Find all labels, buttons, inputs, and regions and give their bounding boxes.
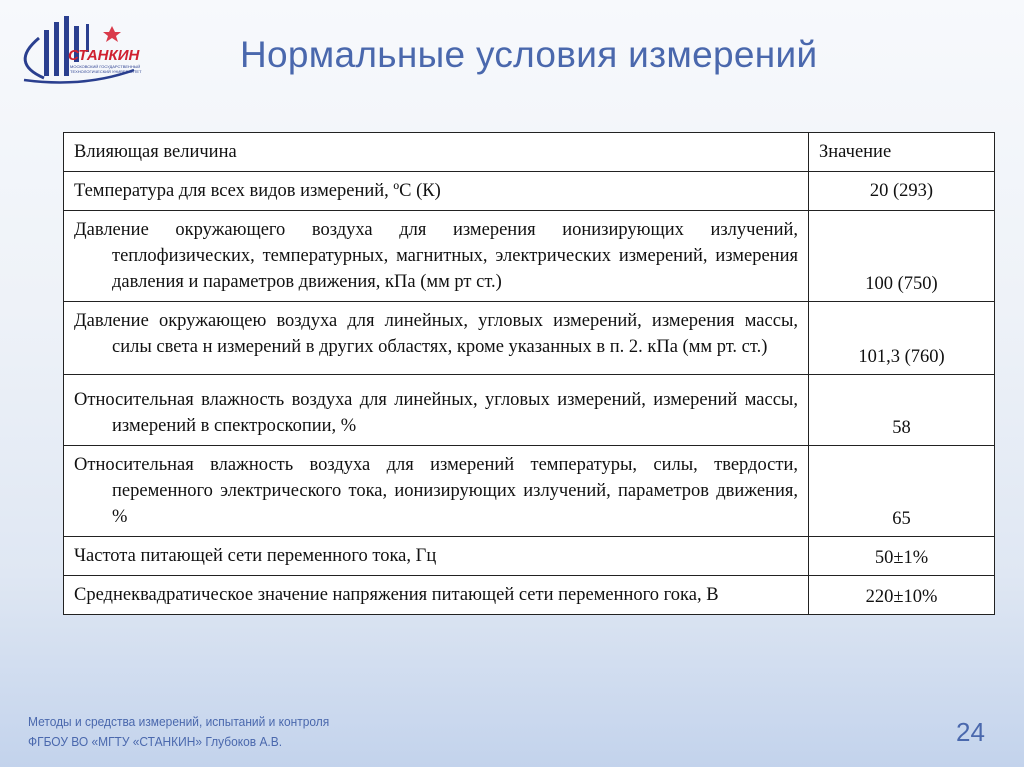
footer-course: Методы и средства измерений, испытаний и контроля bbox=[28, 714, 330, 729]
svg-text:ТЕХНОЛОГИЧЕСКИЙ УНИВЕРСИТЕТ: ТЕХНОЛОГИЧЕСКИЙ УНИВЕРСИТЕТ bbox=[70, 69, 142, 74]
header-factor: Влияющая величина bbox=[64, 133, 809, 172]
row-value: 65 bbox=[809, 446, 995, 537]
conditions-table bbox=[63, 132, 995, 615]
row-value: 20 (293) bbox=[809, 172, 995, 211]
row-value: 101,3 (760) bbox=[809, 302, 995, 375]
table-row bbox=[64, 172, 995, 211]
row-value: 58 bbox=[809, 375, 995, 446]
row-name: Частота питающей сети переменного тока, Гц bbox=[64, 537, 809, 576]
row-value: 50±1% bbox=[809, 537, 995, 576]
header-value: Значение bbox=[809, 133, 995, 172]
footer-author: ФГБОУ ВО «МГТУ «СТАНКИН» Глубоков А.В. bbox=[28, 734, 283, 749]
table-row bbox=[64, 375, 995, 446]
table-header-row bbox=[64, 133, 995, 172]
table-row bbox=[64, 537, 995, 576]
row-name: Давление окружающего воздуха для измерения ионизирующих излучений, теплофизических, температурных, магнитных, электрических измерений, измерения давления и параметров движения, кПа (мм рт ст.) bbox=[64, 211, 809, 302]
row-value: 220±10% bbox=[809, 576, 995, 615]
row-name: Давление окружающею воздуха для линейных, угловых измерений, измерения массы, силы света н измерений в других областях, кроме указанных в п. 2. кПа (мм рт. ст.) bbox=[64, 302, 809, 375]
row-name: Относительная влажность воздуха для линейных, угловых измерений, измерений массы, измерений в спектроскопии, % bbox=[64, 375, 809, 446]
svg-text:СТАНКИН: СТАНКИН bbox=[68, 47, 140, 64]
row-name: Относительная влажность воздуха для измерений температуры, силы, твердости, переменного электрического тока, ионизирующих излучений, параметров движения, % bbox=[64, 446, 809, 537]
row-name: Температура для всех видов измерений, ºС (К) bbox=[64, 172, 809, 211]
stankin-logo bbox=[14, 8, 154, 88]
row-name: Среднеквадратическое значение напряжения питающей сети переменного гока, В bbox=[64, 576, 809, 615]
svg-text:МОСКОВСКИЙ ГОСУДАРСТВЕННЫЙ: МОСКОВСКИЙ ГОСУДАРСТВЕННЫЙ bbox=[70, 64, 141, 69]
table-row bbox=[64, 446, 995, 537]
footer bbox=[28, 712, 329, 752]
row-value: 100 (750) bbox=[809, 211, 995, 302]
table-row bbox=[64, 211, 995, 302]
table-row bbox=[64, 302, 995, 375]
table-row bbox=[64, 576, 995, 615]
page-number: 24 bbox=[956, 717, 985, 747]
slide-title: Нормальные условия измерений bbox=[240, 34, 818, 75]
